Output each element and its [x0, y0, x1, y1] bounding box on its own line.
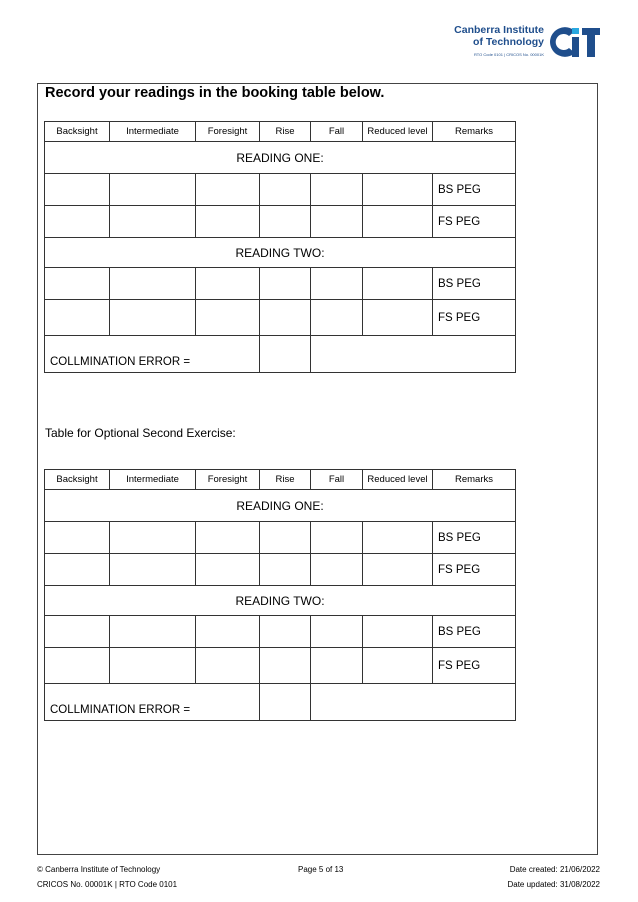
entry-cell[interactable]	[260, 268, 311, 300]
entry-cell[interactable]	[363, 300, 433, 336]
collimation-notes-cell[interactable]	[311, 336, 516, 373]
footer-page-number: Page 5 of 13	[298, 865, 344, 874]
entry-cell[interactable]	[110, 616, 196, 648]
col-reduced-level: Reduced level	[363, 122, 433, 142]
entry-cell[interactable]	[363, 206, 433, 238]
col-rise: Rise	[260, 470, 311, 490]
entry-cell[interactable]	[45, 206, 110, 238]
entry-cell[interactable]	[196, 174, 260, 206]
entry-cell[interactable]	[196, 206, 260, 238]
entry-cell[interactable]	[260, 206, 311, 238]
table-row	[45, 522, 516, 554]
col-foresight: Foresight	[196, 470, 260, 490]
entry-cell[interactable]	[363, 522, 433, 554]
entry-cell[interactable]	[311, 554, 363, 586]
entry-cell[interactable]	[363, 174, 433, 206]
page-title: Record your readings in the booking table below.	[45, 85, 385, 101]
entry-cell[interactable]	[110, 174, 196, 206]
entry-cell[interactable]	[45, 268, 110, 300]
table-row	[45, 554, 516, 586]
entry-cell[interactable]	[196, 268, 260, 300]
booking-table-2	[44, 469, 516, 721]
remark-bs-peg: BS PEG	[433, 268, 516, 300]
collimation-notes-cell[interactable]	[311, 684, 516, 721]
collimation-label: COLLMINATION ERROR =	[45, 336, 260, 373]
entry-cell[interactable]	[110, 268, 196, 300]
entry-cell[interactable]	[311, 648, 363, 684]
col-fall: Fall	[311, 470, 363, 490]
entry-cell[interactable]	[311, 616, 363, 648]
entry-cell[interactable]	[196, 554, 260, 586]
footer-cricos: CRICOS No. 00001K | RTO Code 0101	[37, 880, 178, 889]
entry-cell[interactable]	[110, 300, 196, 336]
entry-cell[interactable]	[260, 648, 311, 684]
entry-cell[interactable]	[260, 554, 311, 586]
entry-cell[interactable]	[45, 554, 110, 586]
entry-cell[interactable]	[110, 648, 196, 684]
entry-cell[interactable]	[45, 522, 110, 554]
section-reading-one: READING ONE:	[45, 142, 516, 174]
col-backsight: Backsight	[45, 122, 110, 142]
table-row	[45, 300, 516, 336]
entry-cell[interactable]	[260, 616, 311, 648]
footer-date-created: Date created: 21/06/2022	[509, 865, 600, 874]
col-intermediate: Intermediate	[110, 470, 196, 490]
section-reading-one: READING ONE:	[45, 490, 516, 522]
table-row	[45, 174, 516, 206]
entry-cell[interactable]	[311, 268, 363, 300]
table-row	[45, 268, 516, 300]
entry-cell[interactable]	[45, 174, 110, 206]
entry-cell[interactable]	[260, 174, 311, 206]
section-subtitle: Table for Optional Second Exercise:	[45, 426, 236, 440]
logo-small-print: RTO Code 0101 | CRICOS No. 00001K	[473, 52, 544, 57]
remark-fs-peg: FS PEG	[433, 206, 516, 238]
table-row	[45, 206, 516, 238]
entry-cell[interactable]	[311, 174, 363, 206]
entry-cell[interactable]	[110, 206, 196, 238]
col-rise: Rise	[260, 122, 311, 142]
entry-cell[interactable]	[311, 300, 363, 336]
logo-line-2: of Technology	[473, 36, 544, 48]
col-backsight: Backsight	[45, 470, 110, 490]
col-foresight: Foresight	[196, 122, 260, 142]
entry-cell[interactable]	[363, 268, 433, 300]
remark-bs-peg: BS PEG	[433, 522, 516, 554]
section-reading-two: READING TWO:	[45, 586, 516, 616]
collimation-value-cell[interactable]	[260, 684, 311, 721]
table-header-row	[45, 122, 516, 142]
entry-cell[interactable]	[45, 300, 110, 336]
remark-bs-peg: BS PEG	[433, 616, 516, 648]
entry-cell[interactable]	[196, 300, 260, 336]
entry-cell[interactable]	[363, 554, 433, 586]
entry-cell[interactable]	[110, 522, 196, 554]
col-fall: Fall	[311, 122, 363, 142]
remark-fs-peg: FS PEG	[433, 300, 516, 336]
remark-fs-peg: FS PEG	[433, 648, 516, 684]
col-remarks: Remarks	[433, 470, 516, 490]
entry-cell[interactable]	[45, 616, 110, 648]
section-reading-two: READING TWO:	[45, 238, 516, 268]
table-row	[45, 616, 516, 648]
entry-cell[interactable]	[311, 522, 363, 554]
cit-logo	[448, 22, 604, 62]
entry-cell[interactable]	[196, 616, 260, 648]
table-row	[45, 648, 516, 684]
entry-cell[interactable]	[363, 648, 433, 684]
entry-cell[interactable]	[260, 522, 311, 554]
footer-copyright: © Canberra Institute of Technology	[37, 865, 161, 874]
entry-cell[interactable]	[260, 300, 311, 336]
collimation-value-cell[interactable]	[260, 336, 311, 373]
entry-cell[interactable]	[196, 522, 260, 554]
remark-bs-peg: BS PEG	[433, 174, 516, 206]
footer-date-updated: Date updated: 31/08/2022	[507, 880, 600, 889]
entry-cell[interactable]	[110, 554, 196, 586]
cit-mark-icon	[548, 25, 602, 59]
entry-cell[interactable]	[363, 616, 433, 648]
entry-cell[interactable]	[196, 648, 260, 684]
collimation-label: COLLMINATION ERROR =	[45, 684, 260, 721]
col-reduced-level: Reduced level	[363, 470, 433, 490]
entry-cell[interactable]	[311, 206, 363, 238]
logo-wordmark	[448, 24, 544, 48]
booking-table-1	[44, 121, 516, 373]
collimation-row	[45, 684, 516, 721]
logo-line-1: Canberra Institute	[454, 24, 544, 36]
col-remarks: Remarks	[433, 122, 516, 142]
remark-fs-peg: FS PEG	[433, 554, 516, 586]
entry-cell[interactable]	[45, 648, 110, 684]
table-header-row	[45, 470, 516, 490]
col-intermediate: Intermediate	[110, 122, 196, 142]
collimation-row	[45, 336, 516, 373]
